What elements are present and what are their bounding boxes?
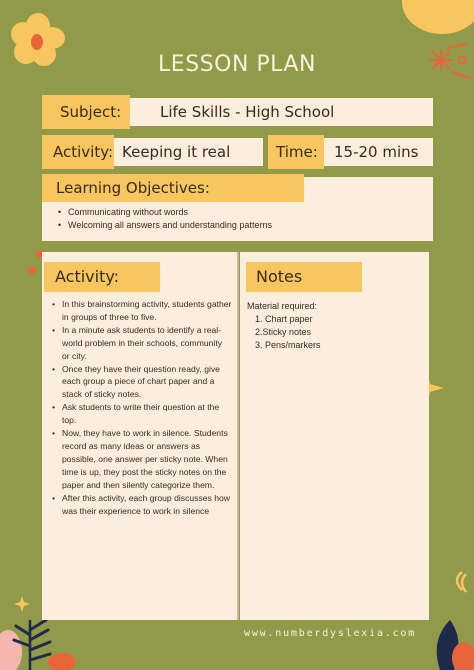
activity-label: Activity:: [53, 142, 114, 161]
subject-label: Subject:: [60, 102, 122, 121]
website-url: www.numberdyslexia.com: [244, 628, 417, 639]
activity-step: • Ask students to write their question at the top.: [52, 401, 232, 427]
objective-item: • Welcoming all answers and understanding patterns: [58, 219, 272, 232]
material-item: 2.Sticky notes: [255, 327, 312, 337]
objectives-list: [58, 206, 272, 232]
page-title: LESSON PLAN: [158, 52, 316, 77]
objective-item: • Communicating without words: [58, 206, 272, 219]
activity-step: • Once they have their question ready, give each group a piece of chart paper and a stack of sticky notes.: [52, 363, 232, 402]
notes-content: [247, 300, 321, 352]
activity-step: • In this brainstorming activity, students gather in groups of three to five.: [52, 298, 232, 324]
materials-list: [247, 313, 321, 352]
activity-heading: Activity:: [55, 267, 120, 286]
material-item: 3. Pens/markers: [255, 340, 321, 350]
material-item: 1. Chart paper: [255, 314, 313, 324]
time-label: Time:: [276, 142, 318, 161]
activity-step: • After this activity, each group discusses how was their experience to work in silence: [52, 492, 232, 518]
panel-divider: [237, 252, 239, 620]
activity-step: • Now, they have to work in silence. Students record as many ideas or answers as possible, one answer per sticky note. When time is up, they post the sticky notes on the paper and then silently categorize them.: [52, 427, 232, 492]
activity-steps-list: [52, 298, 232, 517]
dot-decoration: [28, 266, 36, 274]
activity-step: • In a minute ask students to identify a real-world problem in their schools, community or city.: [52, 324, 232, 363]
subject-value: Life Skills - High School: [160, 102, 335, 121]
time-value: 15-20 mins: [334, 142, 419, 161]
objectives-heading: Learning Objectives:: [56, 178, 210, 197]
notes-heading: Notes: [256, 267, 303, 286]
sun-blob-decoration: [400, 0, 474, 36]
material-label: Material required:: [247, 301, 318, 311]
curl-decoration: [450, 570, 470, 594]
activity-value: Keeping it real: [122, 142, 231, 161]
